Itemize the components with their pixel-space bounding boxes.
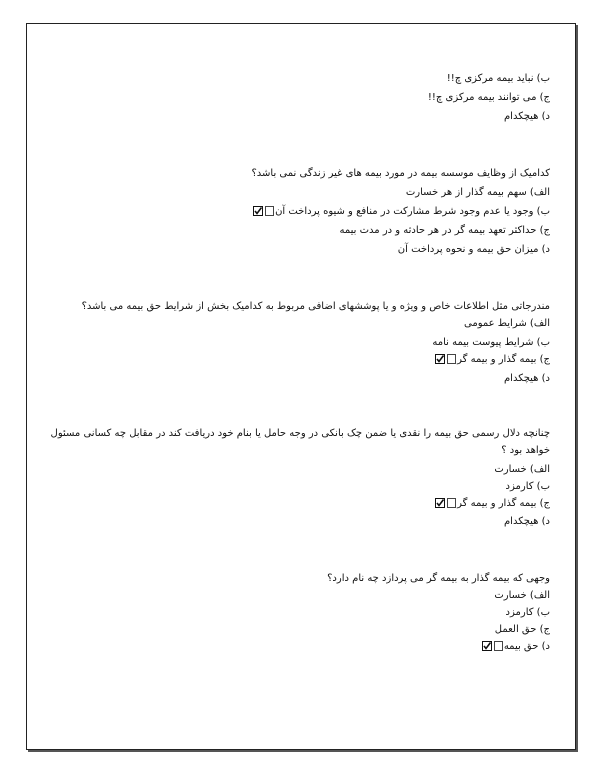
q2-question: مندرجاتی مثل اطلاعات خاص و ویژه و یا پوششهای اضافی مربوط به کدامیک بخش از شرایط حق بیمه می باشد؟ xyxy=(81,301,550,312)
q2-option-c: ج) بیمه گذار و بیمه گر xyxy=(457,354,550,365)
q0-option-b: ب) نباید بیمه مرکزی چ!! xyxy=(446,73,550,84)
q0-option-d: د) هیچکدام xyxy=(503,111,550,122)
q1-option-b-row xyxy=(252,205,550,218)
empty-box-icon xyxy=(494,641,503,651)
q3-question: چنانچه دلال رسمی حق بیمه را نقدی یا ضمن چک بانکی در وجه حامل یا بنام خود دریافت کند در مقابل چه کسانی مسئول خواهد بود ؟ xyxy=(50,428,550,456)
empty-box-icon xyxy=(447,498,456,508)
q0-option-c: ج) می توانند بیمه مرکزی چ!! xyxy=(427,92,550,103)
checked-box-icon xyxy=(435,498,445,508)
checked-box-icon xyxy=(482,641,492,651)
q4-option-b: ب) کارمزد xyxy=(505,607,550,618)
q1-option-c: ج) حداکثر تعهد بیمه گر در هر حادثه و در مدت بیمه xyxy=(339,225,550,236)
q3-option-a: الف) خسارت xyxy=(494,464,550,475)
q1-option-b: ب) وجود یا عدم وجود شرط مشارکت در منافع و شیوه پرداخت آن xyxy=(275,206,550,217)
checked-box-icon xyxy=(435,354,445,364)
q3-option-b: ب) کارمزد xyxy=(505,481,550,492)
q3-option-c-row xyxy=(434,497,550,510)
q2-option-c-row xyxy=(434,353,550,366)
q3-option-d: د) هیچکدام xyxy=(503,516,550,527)
q3-option-c: ج) بیمه گذار و بیمه گر xyxy=(457,498,550,509)
q4-option-d-row xyxy=(481,640,550,653)
q1-option-a: الف) سهم بیمه گذار از هر خسارت xyxy=(405,187,550,198)
empty-box-icon xyxy=(447,354,456,364)
q2-option-d: د) هیچکدام xyxy=(503,373,550,384)
q4-option-c: ج) حق العمل xyxy=(494,624,550,635)
q4-option-d: د) حق بیمه xyxy=(503,641,550,652)
q4-question: وجهی که بیمه گذار به بیمه گر می پردازد چه نام دارد؟ xyxy=(327,573,550,584)
q4-option-a: الف) خسارت xyxy=(494,590,550,601)
checked-box-icon xyxy=(253,206,263,216)
q2-option-a: الف) شرایط عمومی xyxy=(464,318,550,329)
q1-question: کدامیک از وظایف موسسه بیمه در مورد بیمه های غیر زندگی نمی باشد؟ xyxy=(251,168,550,179)
q1-option-d: د) میزان حق بیمه و نحوه پرداخت آن xyxy=(397,244,550,255)
empty-box-icon xyxy=(265,206,274,216)
q2-option-b: ب) شرایط پیوست بیمه نامه xyxy=(432,337,550,348)
